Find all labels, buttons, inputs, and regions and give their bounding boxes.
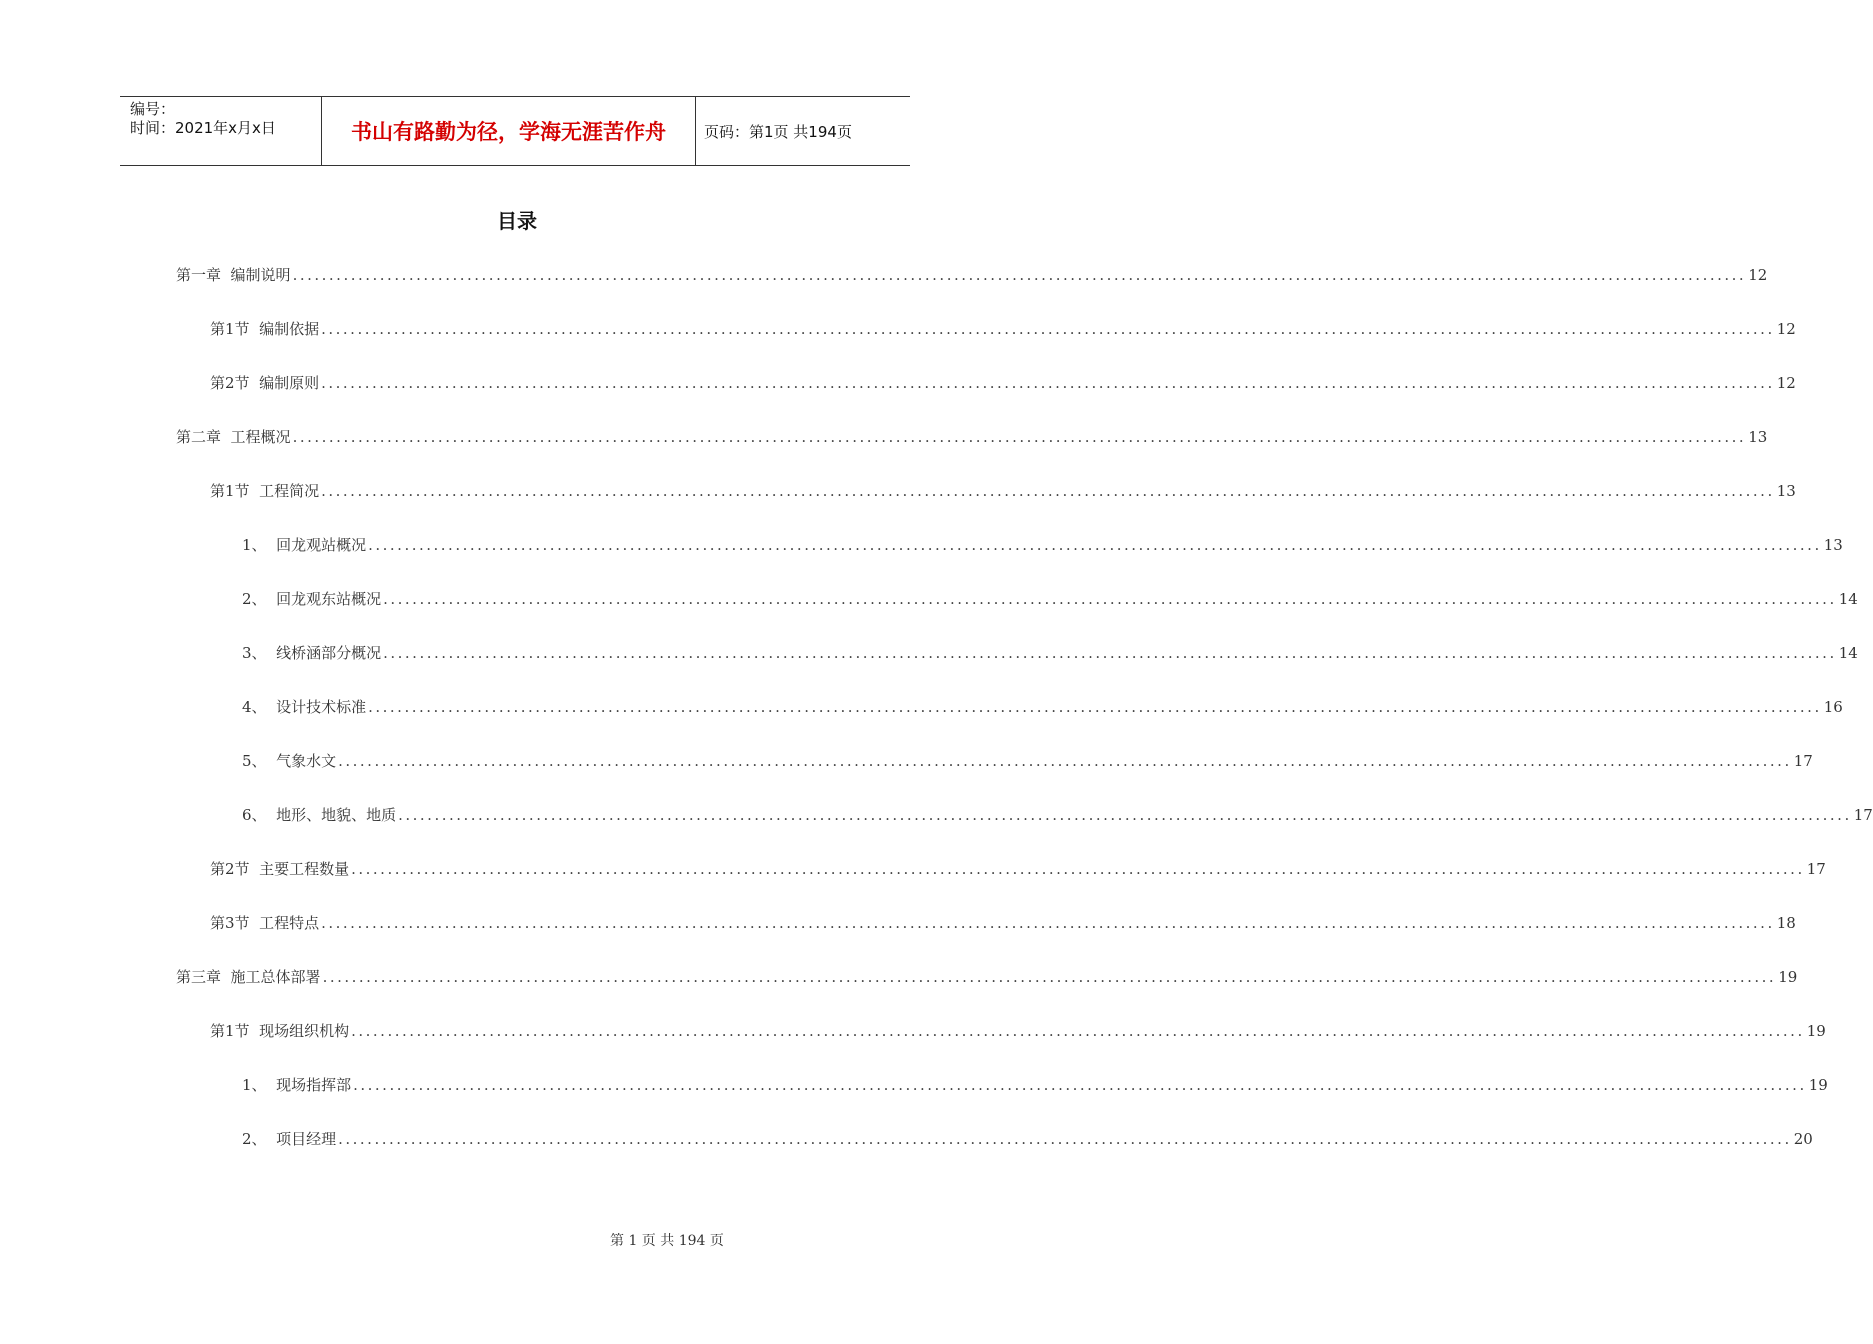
toc-entry-title: 项目经理 (276, 1130, 337, 1148)
toc-entry[interactable] (210, 1020, 1826, 1042)
toc-leader-dots: ........................................................................................................................................................................................................ (322, 968, 1777, 986)
toc-entry[interactable] (242, 1074, 1828, 1096)
toc-entry-page: 18 (1776, 914, 1796, 932)
toc-entry-page: 19 (1806, 1022, 1826, 1040)
toc-entry-page: 20 (1793, 1130, 1813, 1148)
toc-entry-page: 19 (1778, 968, 1798, 986)
toc-entry-title: 回龙观东站概况 (276, 590, 382, 608)
toc-entry-title: 现场组织机构 (259, 1022, 350, 1040)
document-time-label: 时间：2021年x月x日 (130, 119, 276, 137)
toc-entry-number: 第三章 (176, 968, 231, 986)
toc-entry-number: 2、 (242, 1130, 277, 1148)
toc-entry-number: 6、 (242, 806, 277, 824)
toc-entry-number: 第2节 (210, 860, 260, 878)
toc-leader-dots: ........................................................................................................................................................................................................ (351, 1022, 1805, 1040)
toc-entry[interactable] (210, 858, 1826, 880)
toc-entry[interactable] (176, 426, 1768, 448)
toc-entry-title: 回龙观站概况 (276, 536, 367, 554)
toc-entry-number: 第1节 (210, 1022, 260, 1040)
toc-entry[interactable] (210, 912, 1796, 934)
toc-entry-page: 17 (1853, 806, 1873, 824)
toc-leader-dots: ........................................................................................................................................................................................................ (292, 266, 1747, 284)
document-number-label: 编号： (130, 100, 176, 118)
toc-entry[interactable] (242, 588, 1858, 610)
toc-entry-title: 工程特点 (259, 914, 320, 932)
toc-leader-dots: ........................................................................................................................................................................................................ (338, 1130, 1792, 1148)
page-footer: 第 1 页 共 194 页 (610, 1233, 724, 1249)
toc-entry-number: 1、 (242, 1076, 277, 1094)
toc-entry-number: 第1节 (210, 482, 260, 500)
toc-entry-page: 12 (1776, 320, 1796, 338)
toc-entry-number: 4、 (242, 698, 277, 716)
toc-entry[interactable] (242, 534, 1843, 556)
toc-entry-page: 12 (1776, 374, 1796, 392)
toc-entry-number: 5、 (242, 752, 277, 770)
toc-entry-title: 工程简况 (259, 482, 320, 500)
toc-entry-number: 1、 (242, 536, 277, 554)
toc-title: 目录 (497, 209, 537, 233)
toc-entry-title: 编制说明 (230, 266, 291, 284)
toc-entry[interactable] (210, 372, 1796, 394)
toc-entry-title: 主要工程数量 (259, 860, 350, 878)
toc-leader-dots: ........................................................................................................................................................................................................ (321, 320, 1775, 338)
toc-entry[interactable] (210, 480, 1796, 502)
toc-entry-page: 14 (1838, 590, 1858, 608)
toc-leader-dots: ........................................................................................................................................................................................................ (321, 374, 1775, 392)
toc-entry-title: 现场指挥部 (276, 1076, 352, 1094)
toc-entry-title: 线桥涵部分概况 (276, 644, 382, 662)
toc-entry-title: 地形、地貌、地质 (276, 806, 397, 824)
toc-entry[interactable] (242, 804, 1873, 826)
toc-entry-page: 12 (1748, 266, 1768, 284)
header-meta (130, 100, 276, 138)
toc-entry-number: 第1节 (210, 320, 260, 338)
toc-entry-page: 13 (1823, 536, 1843, 554)
toc-leader-dots: ........................................................................................................................................................................................................ (321, 482, 1775, 500)
toc-entry[interactable] (242, 1128, 1813, 1150)
toc-entry-number: 第二章 (176, 428, 231, 446)
toc-entry-page: 13 (1776, 482, 1796, 500)
toc-leader-dots: ........................................................................................................................................................................................................ (383, 644, 1837, 662)
toc-entry-page: 17 (1793, 752, 1813, 770)
toc-entry[interactable] (242, 642, 1858, 664)
toc-entry[interactable] (176, 966, 1798, 988)
toc-entry-title: 编制依据 (259, 320, 320, 338)
toc-leader-dots: ........................................................................................................................................................................................................ (368, 698, 1822, 716)
header-motto: 书山有路勤为径，学海无涯苦作舟 (351, 120, 666, 144)
toc-entry-page: 19 (1808, 1076, 1828, 1094)
toc-entry-number: 第3节 (210, 914, 260, 932)
toc-entry-page: 17 (1806, 860, 1826, 878)
toc-entry-title: 编制原则 (259, 374, 320, 392)
toc-entry-number: 第一章 (176, 266, 231, 284)
toc-entry-number: 3、 (242, 644, 277, 662)
toc-leader-dots: ........................................................................................................................................................................................................ (398, 806, 1852, 824)
toc-entry-page: 13 (1748, 428, 1768, 446)
toc-entry-page: 16 (1823, 698, 1843, 716)
toc-entry-title: 工程概况 (230, 428, 291, 446)
toc-entry[interactable] (242, 750, 1813, 772)
toc-entry-number: 2、 (242, 590, 277, 608)
toc-leader-dots: ........................................................................................................................................................................................................ (383, 590, 1837, 608)
page-header (120, 96, 910, 166)
toc-entry-title: 设计技术标准 (276, 698, 367, 716)
toc-entry-title: 气象水文 (276, 752, 337, 770)
toc-entry-number: 第2节 (210, 374, 260, 392)
toc-leader-dots: ........................................................................................................................................................................................................ (368, 536, 1822, 554)
toc-entry[interactable] (210, 318, 1796, 340)
toc-entry-title: 施工总体部署 (230, 968, 321, 986)
toc-leader-dots: ........................................................................................................................................................................................................ (338, 752, 1792, 770)
toc-entry[interactable] (176, 264, 1768, 286)
header-page-info: 页码：第1页 共194页 (704, 122, 852, 141)
toc-leader-dots: ........................................................................................................................................................................................................ (292, 428, 1747, 446)
toc-entry-page: 14 (1838, 644, 1858, 662)
toc-leader-dots: ........................................................................................................................................................................................................ (353, 1076, 1807, 1094)
toc-leader-dots: ........................................................................................................................................................................................................ (351, 860, 1805, 878)
header-divider (695, 97, 696, 165)
toc-leader-dots: ........................................................................................................................................................................................................ (321, 914, 1775, 932)
toc-entry[interactable] (242, 696, 1843, 718)
